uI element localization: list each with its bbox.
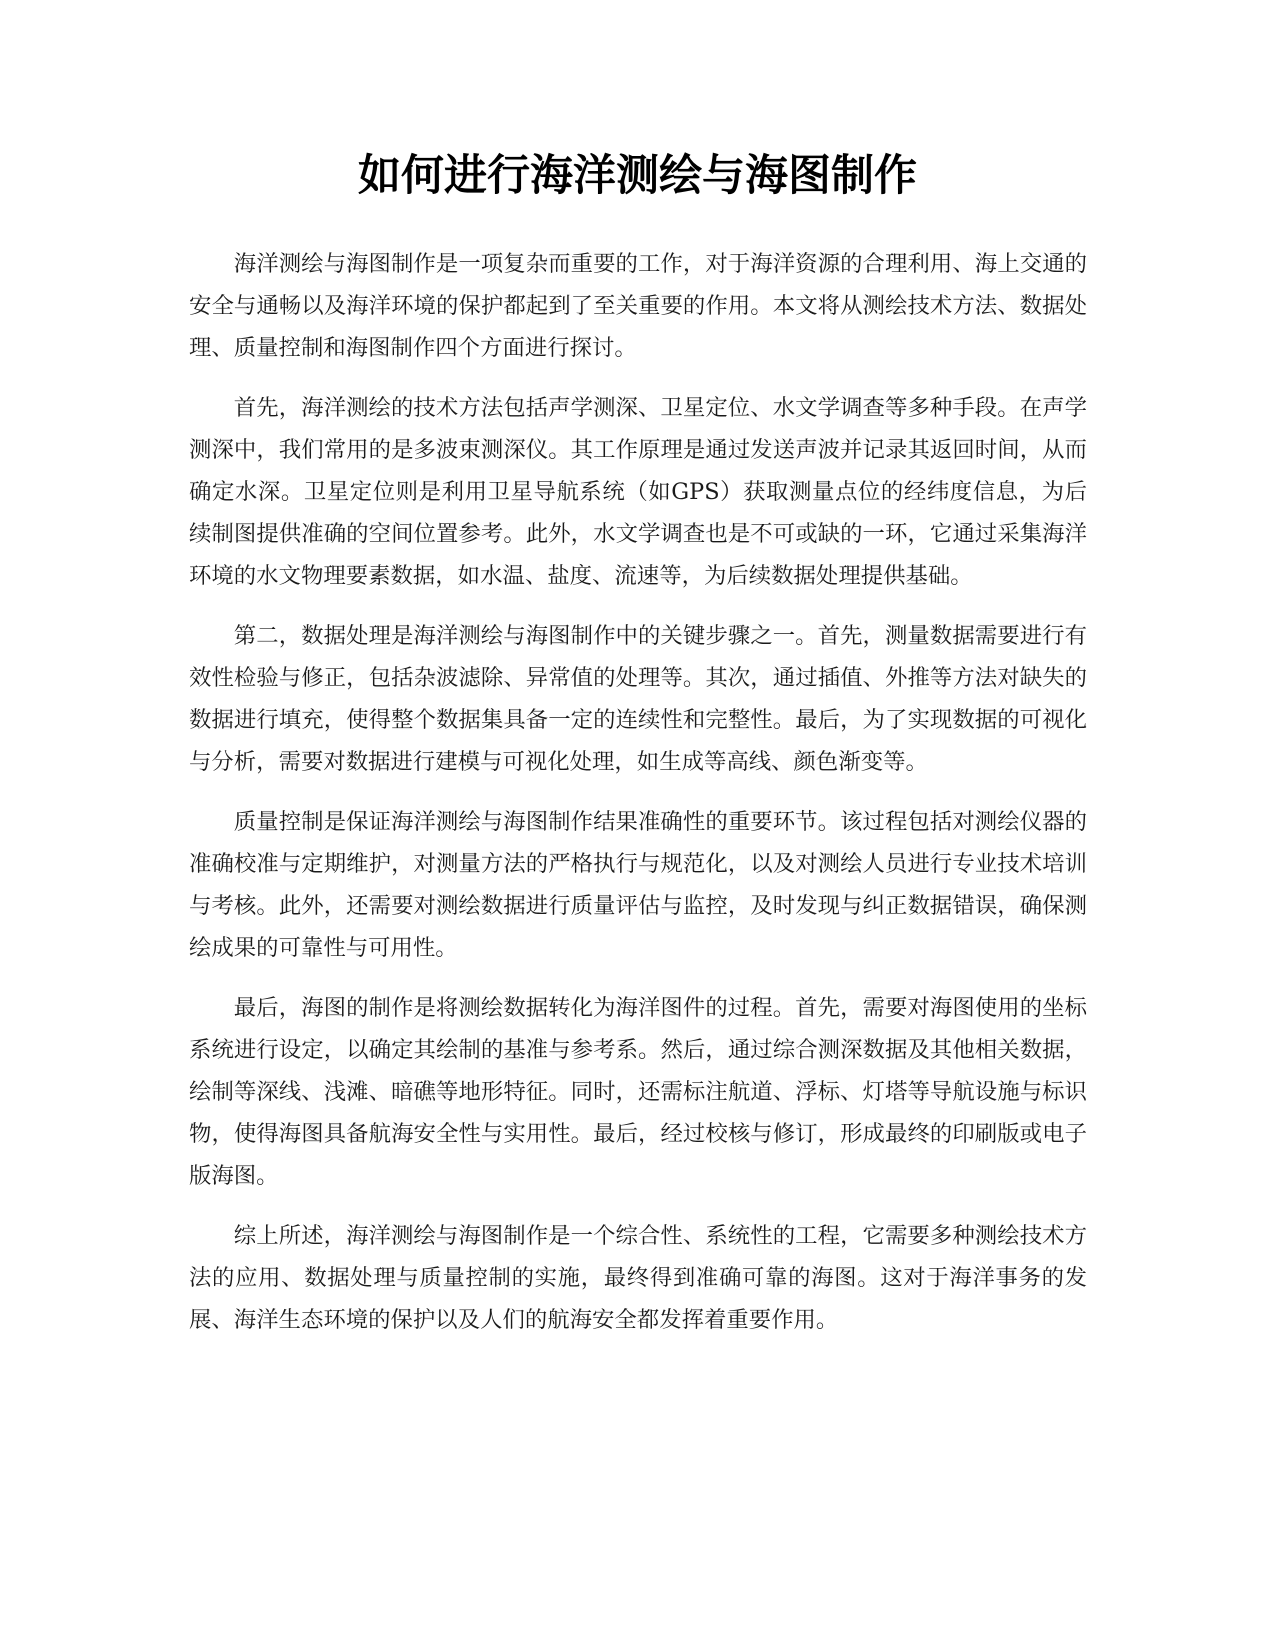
paragraph-data-processing: 第二，数据处理是海洋测绘与海图制作中的关键步骤之一。首先，测量数据需要进行有效性检验与修正，包括杂波滤除、异常值的处理等。其次，通过插值、外推等方法对缺失的数据进行填充，使得整个数据集具备一定的连续性和完整性。最后，为了实现数据的可视化与分析，需要对数据进行建模与可视化处理，如生成等高线、颜色渐变等。 xyxy=(189,623,1087,775)
paragraph-intro: 海洋测绘与海图制作是一项复杂而重要的工作，对于海洋资源的合理利用、海上交通的安全与通畅以及海洋环境的保护都起到了至关重要的作用。本文将从测绘技术方法、数据处理、质量控制和海图制作四个方面进行探讨。 xyxy=(189,251,1087,361)
paragraph-quality-control: 质量控制是保证海洋测绘与海图制作结果准确性的重要环节。该过程包括对测绘仪器的准确校准与定期维护，对测量方法的严格执行与规范化，以及对测绘人员进行专业技术培训与考核。此外，还需要对测绘数据进行质量评估与监控，及时发现与纠正数据错误，确保测绘成果的可靠性与可用性。 xyxy=(189,809,1087,961)
document-body xyxy=(189,243,1087,1359)
paragraph-survey-methods: 首先，海洋测绘的技术方法包括声学测深、卫星定位、水文学调查等多种手段。在声学测深中，我们常用的是多波束测深仪。其工作原理是通过发送声波并记录其返回时间，从而确定水深。卫星定位则是利用卫星导航系统（如GPS）获取测量点位的经纬度信息，为后续制图提供准确的空间位置参考。此外，水文学调查也是不可或缺的一环，它通过采集海洋环境的水文物理要素数据，如水温、盐度、流速等，为后续数据处理提供基础。 xyxy=(189,395,1087,589)
document-title: 如何进行海洋测绘与海图制作 xyxy=(358,151,917,201)
paragraph-conclusion: 综上所述，海洋测绘与海图制作是一个综合性、系统性的工程，它需要多种测绘技术方法的应用、数据处理与质量控制的实施，最终得到准确可靠的海图。这对于海洋事务的发展、海洋生态环境的保护以及人们的航海安全都发挥着重要作用。 xyxy=(189,1223,1087,1333)
paragraph-chart-making: 最后，海图的制作是将测绘数据转化为海洋图件的过程。首先，需要对海图使用的坐标系统进行设定，以确定其绘制的基准与参考系。然后，通过综合测深数据及其他相关数据，绘制等深线、浅滩、暗礁等地形特征。同时，还需标注航道、浮标、灯塔等导航设施与标识物，使得海图具备航海安全性与实用性。最后，经过校核与修订，形成最终的印刷版或电子版海图。 xyxy=(189,995,1087,1189)
